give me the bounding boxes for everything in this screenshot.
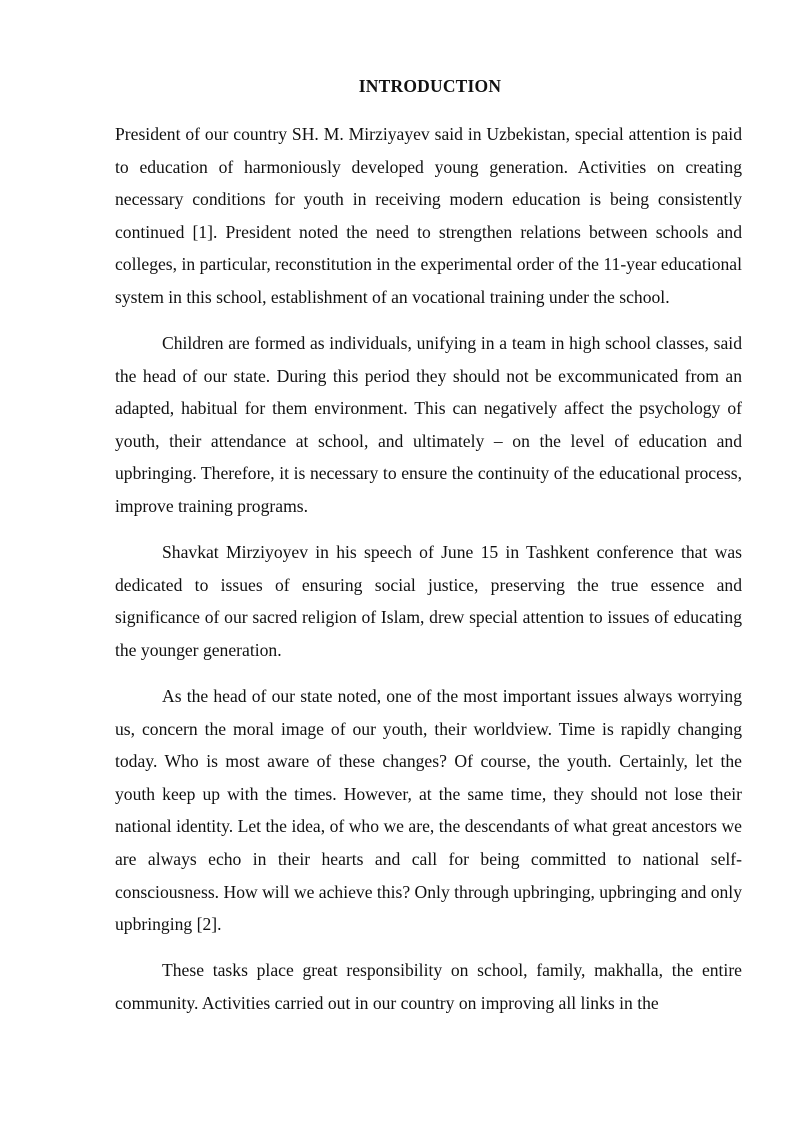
paragraph-2: Children are formed as individuals, unifying in a team in high school classes, said the head of our state. During this period they should not be excommunicated from an adapted, habitual for them environment. This can negatively affect the psychology of youth, their attendance at school, and ultimately – on the level of education and upbringing. Therefore, it is necessary to ensure the continuity of the educational process, improve training programs. xyxy=(115,333,742,517)
paragraph-5: These tasks place great responsibility on school, family, makhalla, the entire community. Activities carried out in our country on improving all links in the xyxy=(115,960,742,1013)
document-title: INTRODUCTION xyxy=(358,76,502,96)
paragraph-1: President of our country SH. M. Mirziyayev said in Uzbekistan, special attention is paid to education of harmoniously developed young generation. Activities on creating necessary conditions for youth in receiving modern education is being consistently continued [1]. President noted the need to strengthen relations between schools and colleges, in particular, reconstitution in the experimental order of the 11-year educational system in this school, establishment of an vocational training under the school. xyxy=(115,124,742,307)
paragraph-4: As the head of our state noted, one of the most important issues always worrying us, concern the moral image of our youth, their worldview. Time is rapidly changing today. Who is most aware of these changes? Of course, the youth. Certainly, let the youth keep up with the times. However, at the same time, they should not lose their national identity. Let the idea, of who we are, the descendants of what great ancestors we are always echo in their hearts and call for being committed to national self-consciousness. How will we achieve this? Only through upbringing, upbringing and only upbringing [2]. xyxy=(115,686,742,935)
document-body xyxy=(115,118,742,1033)
paragraph-3: Shavkat Mirziyoyev in his speech of June 15 in Tashkent conference that was dedicated to issues of ensuring social justice, preserving the true essence and significance of our sacred religion of Islam, drew special attention to issues of educating the younger generation. xyxy=(115,542,742,660)
